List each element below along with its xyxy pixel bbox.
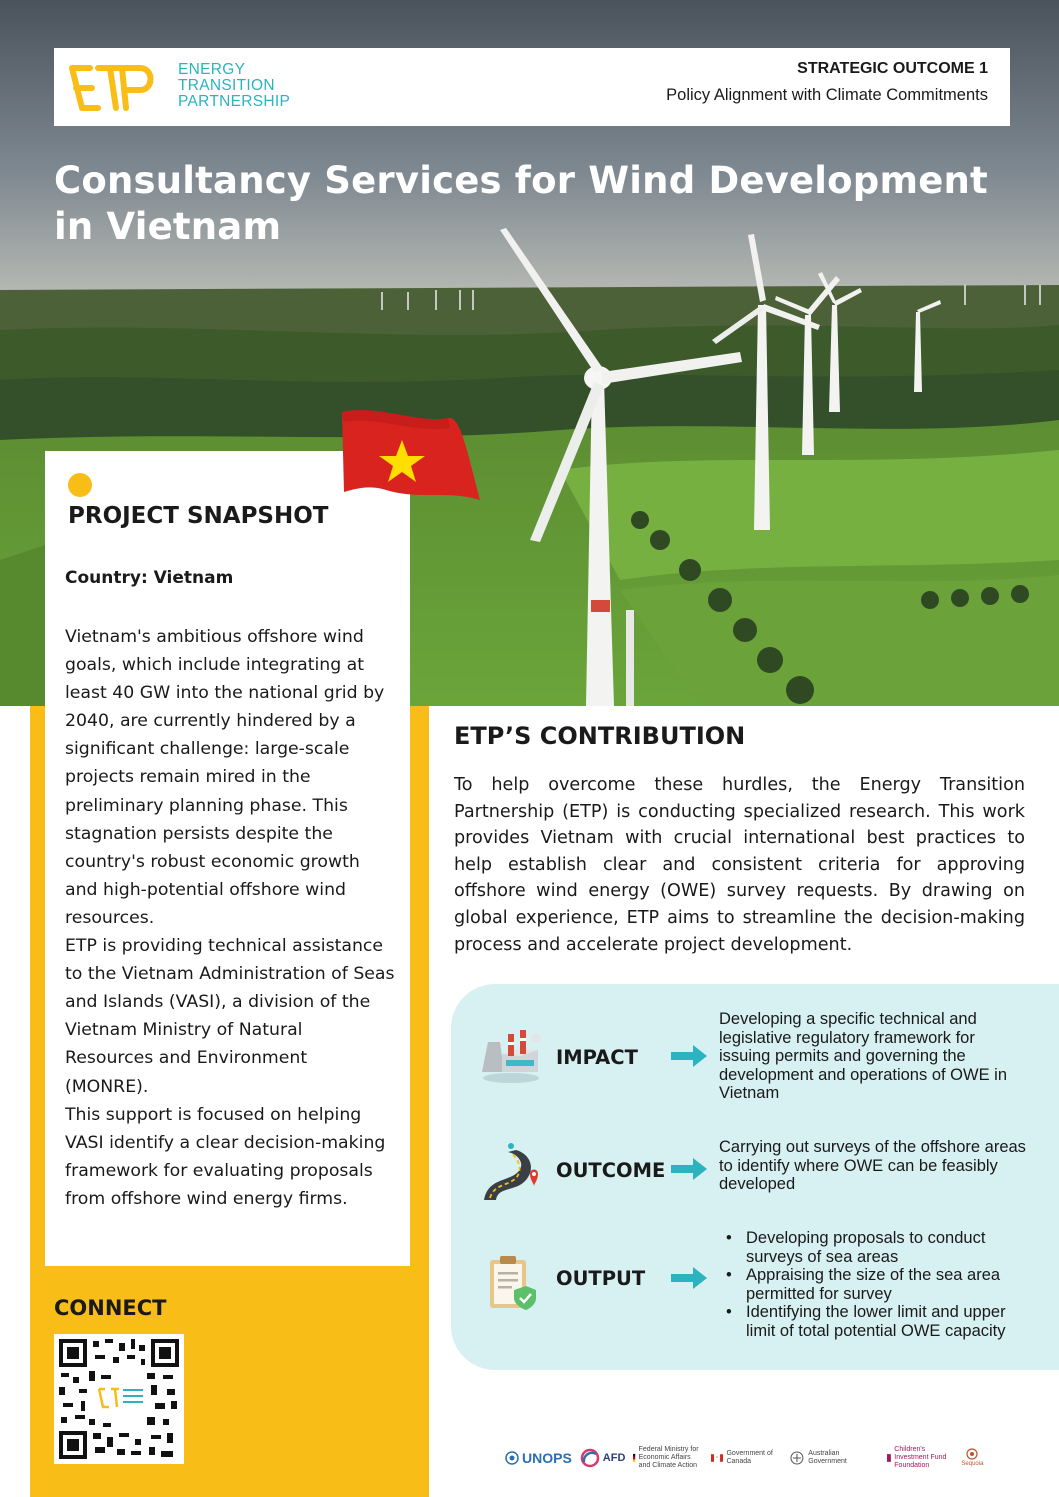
etp-logo-text (178, 62, 290, 110)
ciff-logo (887, 1446, 953, 1470)
sequoia-emblem-icon (966, 1448, 978, 1460)
impact-label: IMPACT (556, 1046, 638, 1069)
logo-line-2: TRANSITION (178, 77, 275, 94)
australia-crest-icon (789, 1450, 805, 1466)
snapshot-heading: PROJECT SNAPSHOT (68, 503, 329, 529)
arrow-right-icon (671, 1045, 707, 1067)
sequoia-logo (961, 1448, 983, 1468)
contribution-heading: ETP’S CONTRIBUTION (454, 722, 746, 750)
german-ministry-text: Federal Ministry for Economic Affairs and Climate Action (638, 1446, 699, 1469)
contribution-body: To help overcome these hurdles, the Energy Transition Partnership (ETP) is conducting specialized research. This work provides Vietnam with crucial international best practices to help establish clear and consistent criteria for approving offshore wind energy (OWE) survey requests. By drawing on global experience, ETP aims to streamline the decision-making process and accelerate project development. (454, 775, 1025, 955)
canada-logo-text: Government of Canada (726, 1450, 773, 1465)
snapshot-body (65, 623, 395, 1213)
strategic-outcome-subtitle: Policy Alignment with Climate Commitments (666, 86, 988, 104)
afd-emblem-icon (580, 1448, 600, 1468)
page-title (54, 158, 994, 250)
output-list (724, 1229, 1024, 1341)
logo-line-1: ENERGY (178, 61, 246, 78)
clipboard-check-icon (478, 1250, 544, 1316)
unops-logo-text: UNOPS (522, 1450, 572, 1466)
sequoia-logo-text: Sequoia (961, 1461, 984, 1467)
country-label: Country: Vietnam (65, 568, 234, 588)
ciff-logo-text: Children's Investment Fund Foundation (894, 1446, 947, 1469)
logo-line-3: PARTNERSHIP (178, 93, 291, 110)
outcome-text: Carrying out surveys of the offshore areas to identify where OWE can be feasibly developed (719, 1138, 1026, 1194)
output-list-item: • Identifying the lower limit and upper limit of total potential OWE capacity (724, 1303, 1024, 1340)
snapshot-paragraph-2: ETP is providing technical assistance to the Vietnam Administration of Seas and Islands (VASI), a division of the Vietnam Ministry of Natural Resources and Environment (MONRE). (65, 936, 395, 1097)
australia-logo (789, 1450, 879, 1466)
road-icon (478, 1138, 544, 1204)
un-emblem-icon (505, 1451, 519, 1465)
canada-logo (711, 1450, 781, 1466)
arrow-right-icon (671, 1267, 707, 1289)
factory-icon (478, 1020, 544, 1086)
qr-code[interactable] (54, 1334, 184, 1464)
output-label: OUTPUT (556, 1267, 646, 1290)
strategic-outcome-label: STRATEGIC OUTCOME 1 (797, 60, 988, 77)
output-list-item: • Appraising the size of the sea area permitted for survey (724, 1266, 1024, 1303)
snapshot-paragraph-1: Vietnam's ambitious offshore wind goals, which include integrating at least 40 GW into the national grid by 2040, are currently hindered by a significant challenge: large-scale projects remain mired in the preliminary planning phase. This stagnation persists despite the country's robust economic growth and high-potential offshore wind resources. (65, 627, 385, 928)
snapshot-paragraph-3: This support is focused on helping VASI identify a clear decision-making framework for evaluating proposals from offshore wind energy firms. (65, 1104, 386, 1209)
german-flag-icon (633, 1447, 635, 1469)
strategic-outcome (666, 60, 988, 105)
afd-logo-text: AFD (602, 1452, 626, 1464)
etp-logo-icon (68, 60, 158, 116)
header-bar (54, 48, 1010, 126)
arrow-right-icon (671, 1158, 707, 1180)
yellow-dot-icon (68, 473, 92, 497)
page-title-line-2: in Vietnam (54, 205, 282, 248)
canada-flag-icon (711, 1453, 723, 1463)
partner-logos (505, 1440, 1045, 1476)
connect-heading: CONNECT (54, 1296, 167, 1320)
impact-text: Developing a specific technical and legislative regulatory framework for issuing permits and governing the development and operations of OWE in Vietnam (719, 1010, 1008, 1103)
afd-logo (580, 1448, 626, 1468)
australia-logo-text: Australian Government (808, 1450, 847, 1465)
project-snapshot-card (45, 451, 410, 1266)
output-list-item: • Developing proposals to conduct surveys of sea areas (724, 1229, 1024, 1266)
outcome-label: OUTCOME (556, 1159, 666, 1182)
unops-logo (505, 1450, 572, 1466)
ciff-emblem-icon (887, 1450, 891, 1466)
page-title-line-1: Consultancy Services for Wind Development (54, 159, 988, 202)
german-ministry-logo (633, 1446, 703, 1470)
vietnam-flag-icon (338, 406, 484, 508)
qr-code-icon (59, 1339, 179, 1459)
